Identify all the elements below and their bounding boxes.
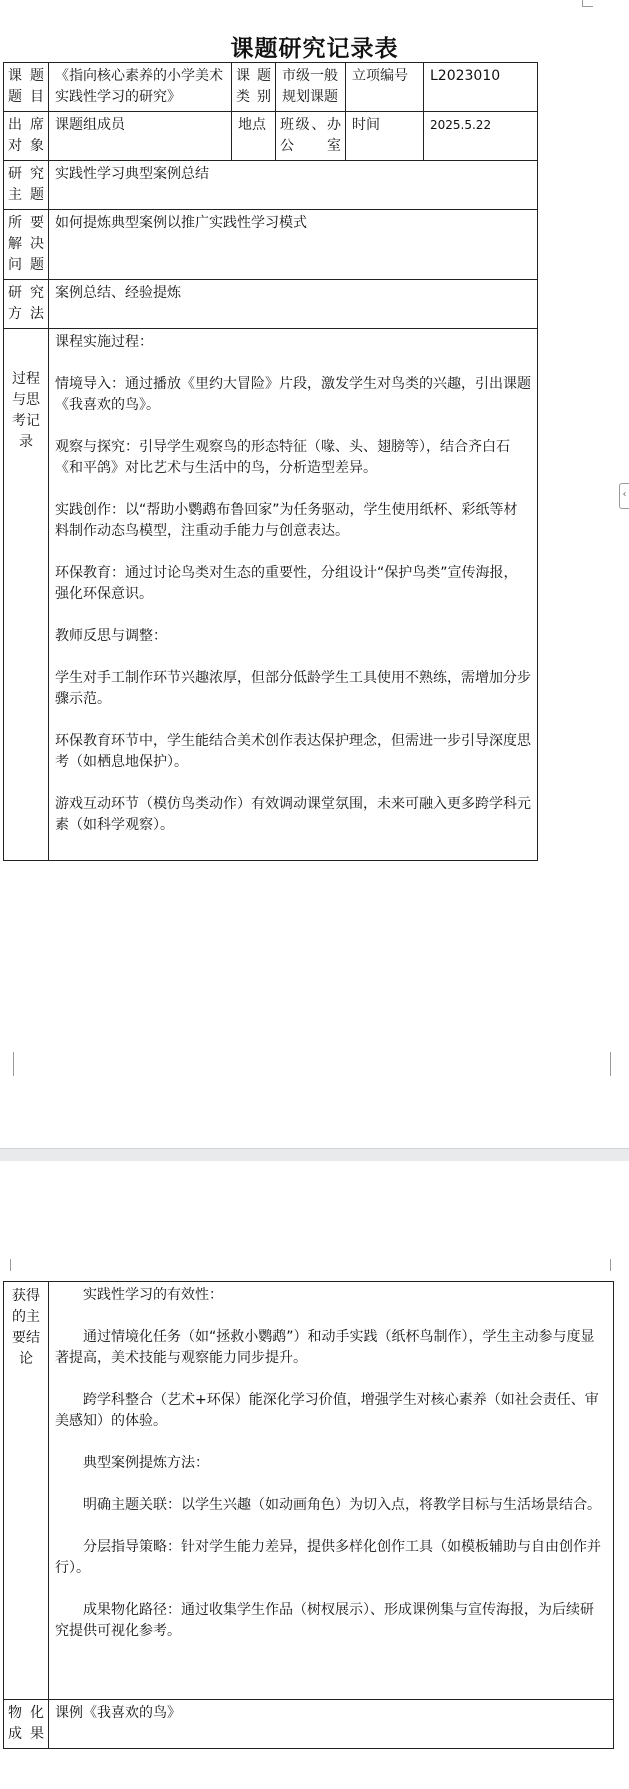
topic-value: 《指向核心素养的小学美术实践性学习的研究》 (49, 63, 232, 112)
row-process (4, 329, 538, 861)
category-label: 课题类别 (232, 63, 276, 112)
row-conclusion (4, 1282, 614, 1700)
process-paragraph: 课程实施过程： (55, 334, 153, 350)
attendees-label: 出席对象 (4, 112, 49, 161)
conclusion-paragraph: 明确主题关联：以学生兴趣（如动画角色）为切入点，将教学目标与生活场景结合。 (83, 1497, 601, 1513)
time-value: 2025.5.22 (424, 112, 538, 161)
problem-value: 如何提炼典型案例以推广实践性学习模式 (49, 210, 538, 280)
category-value: 市级一般规划课题 (276, 63, 346, 112)
project-no-value: L2023010 (424, 63, 538, 112)
conclusion-body (49, 1282, 614, 1700)
margin-corner-top-right (610, 1259, 621, 1271)
page-title: 课题研究记录表 (230, 35, 399, 62)
conclusion-paragraph: 实践性学习的有效性： (83, 1287, 223, 1303)
process-paragraph: 教师反思与调整： (55, 628, 167, 644)
conclusion-paragraph: 分层指导策略：针对学生能力差异，提供多样化创作工具（如模板辅助与自由创作并行）。 (55, 1539, 601, 1576)
row-topic (4, 63, 538, 112)
process-body (49, 329, 538, 861)
process-paragraph: 学生对手工制作环节兴趣浓厚，但部分低龄学生工具使用不熟练，需增加分步骤示范。 (55, 670, 531, 707)
method-label: 研究方法 (4, 280, 49, 329)
conclusion-paragraph: 通过情境化任务（如“拯救小鹦鹉”）和动手实践（纸杯鸟制作），学生主动参与度显著提高，美术技能与观察能力同步提升。 (55, 1329, 595, 1366)
margin-corner-top-right (582, 0, 593, 7)
document-page-2 (0, 1161, 629, 1789)
record-table (3, 62, 538, 861)
row-attendees (4, 112, 538, 161)
time-label: 时间 (346, 112, 424, 161)
result-value: 课例《我喜欢的鸟》 (49, 1700, 614, 1749)
row-problem (4, 210, 538, 280)
conclusion-paragraph: 跨学科整合（艺术+环保）能深化学习价值，增强学生对核心素养（如社会责任、审美感知）的体验。 (55, 1392, 599, 1429)
process-paragraph: 情境导入：通过播放《里约大冒险》片段，激发学生对鸟类的兴趣，引出课题《我喜欢的鸟》。 (55, 376, 531, 413)
problem-label: 所要解决问题 (4, 210, 49, 280)
process-paragraph: 游戏互动环节（模仿鸟类动作）有效调动课堂氛围，未来可融入更多跨学科元素（如科学观察）。 (55, 796, 531, 833)
margin-corner-bottom-left (3, 1052, 14, 1076)
method-value: 案例总结、经验提炼 (49, 280, 538, 329)
result-label: 物化成果 (4, 1700, 49, 1749)
topic-label: 课题题目 (4, 63, 49, 112)
process-paragraph: 实践创作：以“帮助小鹦鹉布鲁回家”为任务驱动，学生使用纸杯、彩纸等材料制作动态鸟模型，注重动手能力与创意表达。 (55, 502, 518, 539)
location-label: 地点 (232, 112, 276, 161)
conclusion-table (3, 1281, 614, 1749)
margin-corner-bottom-right (610, 1052, 621, 1076)
process-paragraph: 观察与探究：引导学生观察鸟的形态特征（喙、头、翅膀等），结合齐白石《和平鸽》对比艺术与生活中的鸟，分析造型差异。 (55, 439, 510, 476)
row-theme (4, 161, 538, 210)
process-paragraph: 环保教育：通过讨论鸟类对生态的重要性，分组设计“保护鸟类”宣传海报，强化环保意识。 (55, 565, 518, 602)
attendees-value: 课题组成员 (49, 112, 232, 161)
row-method (4, 280, 538, 329)
margin-corner-top-left (0, 1259, 11, 1271)
page-break (0, 1148, 629, 1162)
location-value: 班级、办公室 (276, 112, 346, 161)
conclusion-label: 获得的主要结论 (4, 1282, 49, 1700)
theme-value: 实践性学习典型案例总结 (49, 161, 538, 210)
theme-label: 研究主题 (4, 161, 49, 210)
conclusion-paragraph: 典型案例提炼方法： (83, 1455, 209, 1471)
row-result (4, 1700, 614, 1749)
project-no-label: 立项编号 (346, 63, 424, 112)
process-label: 过程与思考记录 (4, 329, 49, 861)
side-collapse-tab[interactable]: ‹ (619, 483, 629, 509)
conclusion-paragraph: 成果物化路径：通过收集学生作品（树杈展示）、形成课例集与宣传海报，为后续研究提供可视化参考。 (55, 1602, 594, 1639)
process-paragraph: 环保教育环节中，学生能结合美术创作表达保护理念，但需进一步引导深度思考（如栖息地保护）。 (55, 733, 531, 770)
